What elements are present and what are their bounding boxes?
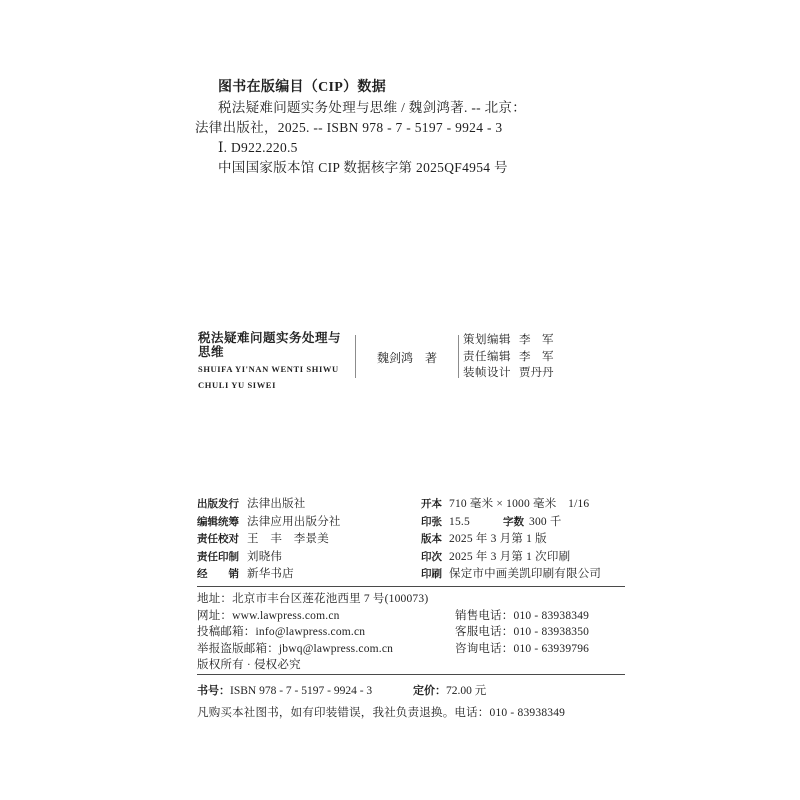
colophon-row <box>197 566 341 584</box>
colophon-right-column <box>421 496 601 584</box>
isbn-label: 书号： <box>197 685 230 697</box>
colophon-label: 责任校对 <box>197 534 239 546</box>
credit-row <box>463 332 554 349</box>
credit-label: 责任编辑 <box>463 350 511 363</box>
vertical-divider <box>458 335 459 378</box>
cip-line-title: 税法疑难问题实务处理与思维 / 魏剑鸿著. -- 北京： <box>218 100 527 115</box>
credit-row <box>463 349 554 366</box>
book-title-pinyin-line2: CHULI YU SIWEI <box>198 380 276 390</box>
cip-line-classification: Ⅰ. D922.220.5 <box>218 140 298 155</box>
colophon-left-column <box>197 496 341 584</box>
colophon-value: 新华书店 <box>247 568 294 581</box>
colophon-value: 710 毫米 × 1000 毫米 1/16 <box>449 498 590 510</box>
horizontal-rule <box>197 586 625 587</box>
colophon-value: 法律出版社 <box>247 498 306 510</box>
credits-block <box>463 332 554 382</box>
colophon-label: 印张 <box>421 516 442 528</box>
colophon-label: 编辑统筹 <box>197 516 239 528</box>
colophon-label: 版本 <box>421 534 442 546</box>
credit-name: 李 军 <box>519 334 554 346</box>
colophon-value: 15.5 <box>449 515 470 528</box>
credit-label: 装帧设计 <box>463 367 511 379</box>
colophon-value: 法律应用出版分社 <box>247 515 341 528</box>
inquiry-phone-line: 咨询电话：010 - 63939796 <box>455 642 590 655</box>
credit-row <box>463 365 554 382</box>
isbn-value: ISBN 978 - 7 - 5197 - 9924 - 3 <box>230 685 373 697</box>
price-wrap <box>413 682 486 698</box>
cip-line-record-number: 中国国家版本馆 CIP 数据核字第 2025QF4954 号 <box>218 160 508 175</box>
horizontal-rule <box>197 674 625 675</box>
return-notice: 凡购买本社图书，如有印装错误，我社负责退换。电话：010 - 83938349 <box>197 707 566 719</box>
book-title: 税法疑难问题实务处理与思维 <box>198 331 342 359</box>
author-name: 魏剑鸿 著 <box>376 351 437 365</box>
book-title-pinyin-line1: SHUIFA YI'NAN WENTI SHIWU <box>198 364 339 374</box>
colophon-value: 保定市中画美凯印刷有限公司 <box>449 568 602 581</box>
colophon-label: 印刷 <box>421 569 442 581</box>
credit-name: 贾丹丹 <box>519 367 554 379</box>
colophon-row <box>421 566 601 584</box>
submission-email-line: 投稿邮箱：info@lawpress.com.cn <box>197 626 366 639</box>
colophon-value: 300 千 <box>529 515 562 528</box>
colophon-row <box>197 531 341 549</box>
colophon-value: 2025 年 3 月第 1 版 <box>449 533 547 546</box>
cip-line-publisher-isbn: 法律出版社，2025. -- ISBN 978 - 7 - 5197 - 9924 - 3 <box>195 120 503 135</box>
colophon-row <box>197 549 341 567</box>
colophon-value: 刘晓伟 <box>247 550 283 563</box>
contact-left-column <box>197 591 428 674</box>
credit-label: 策划编辑 <box>463 334 511 346</box>
website-line: 网址：www.lawpress.com.cn <box>197 609 340 622</box>
copyright-notice-line: 版权所有 · 侵权必究 <box>197 659 301 672</box>
book-title-block <box>198 331 348 393</box>
colophon-row <box>197 514 341 532</box>
colophon-label: 责任印制 <box>197 551 239 563</box>
colophon-value: 王 丰 李景美 <box>247 533 329 546</box>
contact-right-column <box>455 608 589 658</box>
price-value: 72.00 元 <box>446 685 487 697</box>
colophon-label: 字数 <box>503 516 524 528</box>
sales-phone-line: 销售电话：010 - 83938349 <box>455 609 590 622</box>
address-line: 地址：北京市丰台区莲花池西里 7 号(100073) <box>197 593 429 605</box>
cip-block <box>195 78 635 178</box>
colophon-label: 印次 <box>421 551 442 563</box>
colophon-label: 开本 <box>421 499 442 510</box>
colophon-row <box>421 514 601 532</box>
cip-heading: 图书在版编目（CIP）数据 <box>218 80 387 95</box>
colophon-label: 出版发行 <box>197 499 239 510</box>
colophon-row <box>197 496 341 514</box>
service-phone-line: 客服电话：010 - 83938350 <box>455 626 590 639</box>
isbn-price-row <box>197 682 625 698</box>
colophon-row <box>421 531 601 549</box>
price-label: 定价： <box>413 685 446 697</box>
colophon-row <box>421 549 601 567</box>
colophon-row <box>421 496 601 514</box>
piracy-report-email-line: 举报盗版邮箱：jbwq@lawpress.com.cn <box>197 642 394 655</box>
credit-name: 李 军 <box>519 350 554 363</box>
colophon-value: 2025 年 3 月第 1 次印刷 <box>449 550 571 563</box>
colophon-label: 经 销 <box>197 569 239 581</box>
